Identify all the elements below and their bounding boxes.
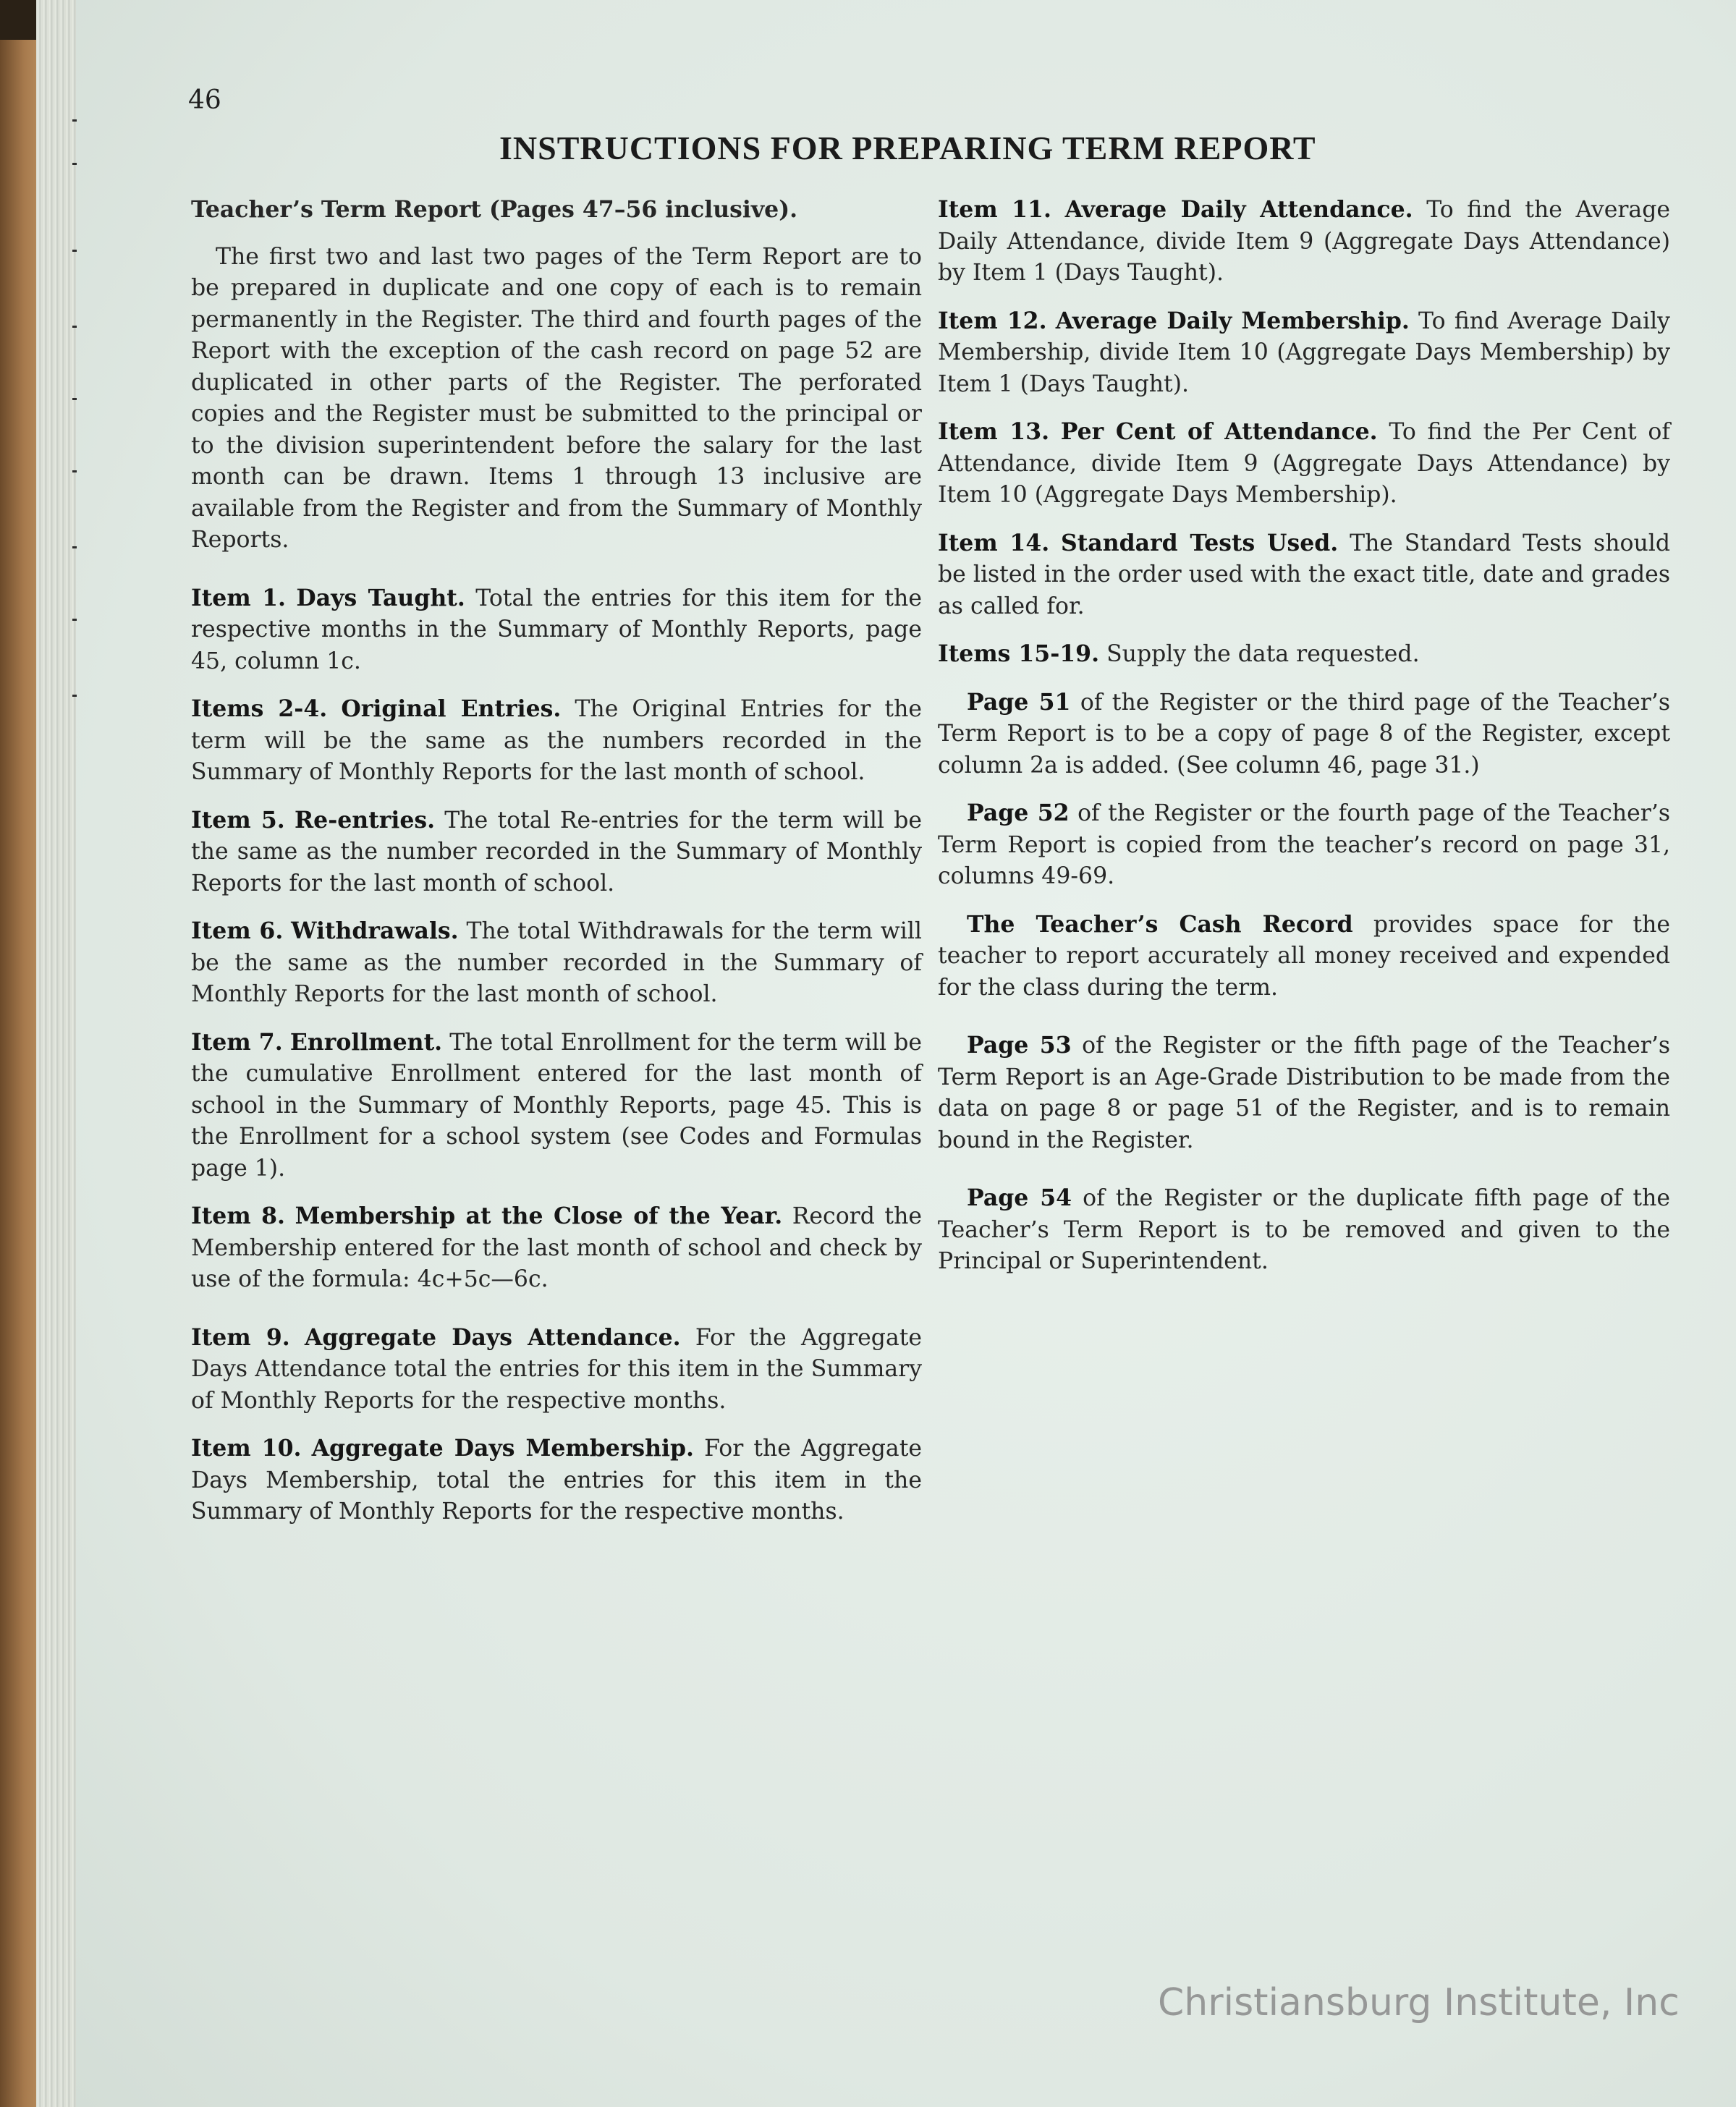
item-label: Item 11. [938, 196, 1051, 223]
page-title: INSTRUCTIONS FOR PREPARING TERM REPORT [499, 130, 1316, 166]
item-title: Original Entries. [341, 695, 562, 722]
item-paragraph [938, 416, 1670, 512]
item-title: Aggregate Days Attendance. [304, 1323, 681, 1351]
item-paragraph [191, 1027, 922, 1185]
item-label: Item 14. [938, 529, 1050, 556]
item-paragraph [938, 305, 1670, 401]
item-paragraph [191, 805, 922, 900]
item-label: Item 9. [191, 1323, 290, 1351]
item-paragraph [191, 582, 922, 678]
item-text: For the Aggregate Days Attendance total the entries for this item in the Summary of Monthly Reports for the respective months. [191, 1324, 923, 1414]
section-heading: Teacher’s Term Report (Pages 47–56 inclusive). [191, 196, 798, 223]
item-label: Item 12. [938, 307, 1047, 334]
page-label: Page 54 [967, 1184, 1072, 1211]
page-paragraph [938, 1182, 1670, 1278]
watermark-text: Christiansburg Institute, Inc [1158, 1981, 1680, 2025]
item-title: Average Daily Membership. [1055, 307, 1410, 334]
margin-mark [72, 163, 77, 165]
item-title: Standard Tests Used. [1061, 529, 1339, 556]
item-label: Item 1. [191, 584, 286, 611]
item-text: To find the Per Cent of Attendance, divide Item 9 (Aggregate Days Attendance) by Item 10 (Aggregate Days Membership). [938, 419, 1671, 508]
item-text: For the Aggregate Days Membership, total the entries for this item in the Summary of Monthly Reports for the respective months. [191, 1436, 923, 1525]
page-label: Page 52 [967, 800, 1070, 826]
item-label: Item 5. [191, 806, 285, 834]
item-label: Item 10. [191, 1435, 302, 1462]
margin-mark [72, 619, 77, 621]
margin-mark [72, 470, 77, 472]
item-text: The Standard Tests should be listed in the order used with the exact title, date and grades as called for. [938, 530, 1670, 619]
page-paragraph [938, 1030, 1670, 1156]
margin-mark [72, 695, 77, 697]
page-label: Page 53 [967, 1032, 1072, 1059]
item-paragraph [191, 1200, 922, 1296]
item-label: Items 15-19. [938, 640, 1100, 667]
item-label: Item 8. [191, 1203, 286, 1229]
page-text: provides space for the teacher to report accurately all money received and expended for the class during the term. [938, 911, 1670, 1001]
item-title: Days Taught. [296, 584, 465, 611]
intro-paragraph: The first two and last two pages of the Term Report are to be prepared in duplicate and one copy of each is to remain permanently in the Register. The third and fourth pages of the Report with the exception of the cash record on page 52 are duplicated in other parts of the Register. The perforated copies and the Register must be submitted to the principal or to the division superintendent before the salary for the last month can be drawn. Items 1 through 13 inclusive are available from the Register and from the Summary of Monthly Reports. [191, 243, 922, 553]
item-paragraph [191, 915, 922, 1011]
item-label: Item 6. [191, 917, 284, 944]
item-text: The total Re-entries for the term will be the same as the number recorded in the Summary of Monthly Reports for the last month of school. [191, 807, 923, 896]
item-text: Record the Membership entered for the last month of school and check by use of the formula: 4c+5c—6c. [191, 1203, 923, 1292]
item-title: Enrollment. [289, 1028, 443, 1056]
margin-mark [72, 398, 77, 400]
item-text: The total Withdrawals for the term will be the same as the number recorded in the Summary of Monthly Reports for the last month of school. [191, 918, 922, 1007]
item-text: Supply the data requested. [1106, 641, 1420, 667]
item-text: Total the entries for this item for the respective months in the Summary of Monthly Reports, page 45, column 1c. [191, 585, 922, 674]
item-title: Membership at the Close of the Year. [295, 1203, 783, 1229]
right-column [938, 194, 1670, 1294]
item-title: Re-entries. [294, 806, 436, 834]
page-text: of the Register or the third page of the Teacher’s Term Report is to be a copy of page 8 of the Register, except column 2a is added. (See column 46, page 31.) [938, 689, 1670, 779]
left-column [191, 194, 922, 1544]
margin-mark [72, 250, 77, 252]
page-paragraph [938, 687, 1670, 782]
page-text: of the Register or the fourth page of the Teacher’s Term Report is copied from the teacher’s record on page 31, columns 49-69. [938, 800, 1670, 889]
item-title: Per Cent of Attendance. [1060, 418, 1378, 445]
item-title: Withdrawals. [291, 917, 459, 944]
item-label: Item 7. [191, 1028, 283, 1056]
page-label: The Teacher’s Cash Record [967, 910, 1353, 938]
page-text: of the Register or the fifth page of the Teacher’s Term Report is an Age-Grade Distribution to be made from the data on page 8 or page 51 of the Register, and is to remain bound in the Register. [938, 1033, 1671, 1153]
item-text: The total Enrollment for the term will be the cumulative Enrollment entered for the last month of school in the Summary of Monthly Reports, page 45. This is the Enrollment for a school system (see Codes and Formulas page 1). [191, 1029, 922, 1182]
page-label: Page 51 [967, 688, 1071, 716]
margin-mark [72, 119, 77, 122]
item-title: Aggregate Days Membership. [311, 1435, 695, 1462]
item-text: To find Average Daily Membership, divide Item 10 (Aggregate Days Membership) by Item 1 (Days Taught). [938, 308, 1670, 397]
item-text: To find the Average Daily Attendance, divide Item 9 (Aggregate Days Attendance) by Item 1 (Days Taught). [938, 197, 1671, 286]
page-number: 46 [188, 85, 221, 115]
item-paragraph [938, 638, 1670, 671]
item-paragraph [191, 1433, 922, 1528]
item-paragraph [938, 527, 1670, 623]
item-paragraph [191, 693, 922, 789]
page-paragraph [938, 909, 1670, 1004]
item-label: Items 2-4. [191, 695, 328, 722]
item-title: Average Daily Attendance. [1064, 196, 1413, 223]
margin-mark [72, 326, 77, 328]
item-text: The Original Entries for the term will be the same as the numbers recorded in the Summary of Monthly Reports for the last month of school. [191, 696, 922, 785]
margin-mark [72, 546, 77, 548]
item-paragraph [938, 194, 1670, 289]
page-text: of the Register or the duplicate fifth page of the Teacher’s Term Report is to be removed and given to the Principal or Superintendent. [938, 1185, 1671, 1274]
page-paragraph [938, 797, 1670, 893]
item-paragraph [191, 1322, 922, 1417]
item-label: Item 13. [938, 418, 1050, 445]
